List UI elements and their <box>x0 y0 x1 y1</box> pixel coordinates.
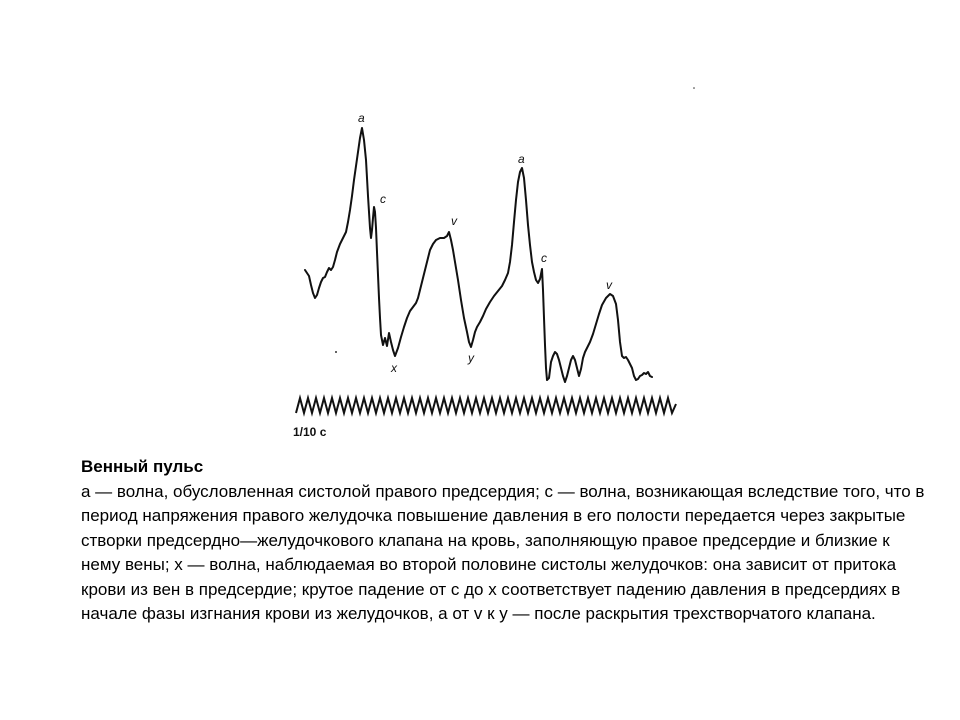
scan-speck <box>693 87 695 89</box>
wave-label-v-second: v <box>606 278 612 292</box>
venous-pulse-chart <box>255 75 715 450</box>
wave-label-c-first: c <box>380 192 386 206</box>
caption-body: а — волна, обусловленная систолой правого предсердия; с — волна, возникающая вследствие того, что в период напряжения правого желудочка повышение давления в его полости передается через закрытые створки предсердно—желудочкового клапана на кровь, заполняющую правое предсердие и близкие к нему вены; х — волна, наблюдаемая во второй половине систолы желудочков: она зависит от притока крови из вен в предсердие; крутое падение от с до х соответствует падению давления в предсердиях в начале фазы изгнания крови из желудочков, а от v к у — после раскрытия трехстворчатого клапана. <box>81 481 925 623</box>
wave-label-a-first: a <box>358 111 365 125</box>
caption-title: Венный пульс <box>81 457 204 476</box>
wave-label-y: y <box>468 351 474 365</box>
wave-label-x: x <box>391 361 397 375</box>
wave-label-a-second: a <box>518 152 525 166</box>
wave-label-v-first: v <box>451 214 457 228</box>
wave-label-c-second: c <box>541 251 547 265</box>
figure-caption <box>81 455 931 627</box>
scan-speck <box>335 351 337 353</box>
time-marker-zigzag <box>296 398 676 413</box>
venous-pulse-figure <box>255 75 715 450</box>
time-scale-label: 1/10 c <box>293 425 327 439</box>
venous-pulse-curve <box>305 128 652 382</box>
